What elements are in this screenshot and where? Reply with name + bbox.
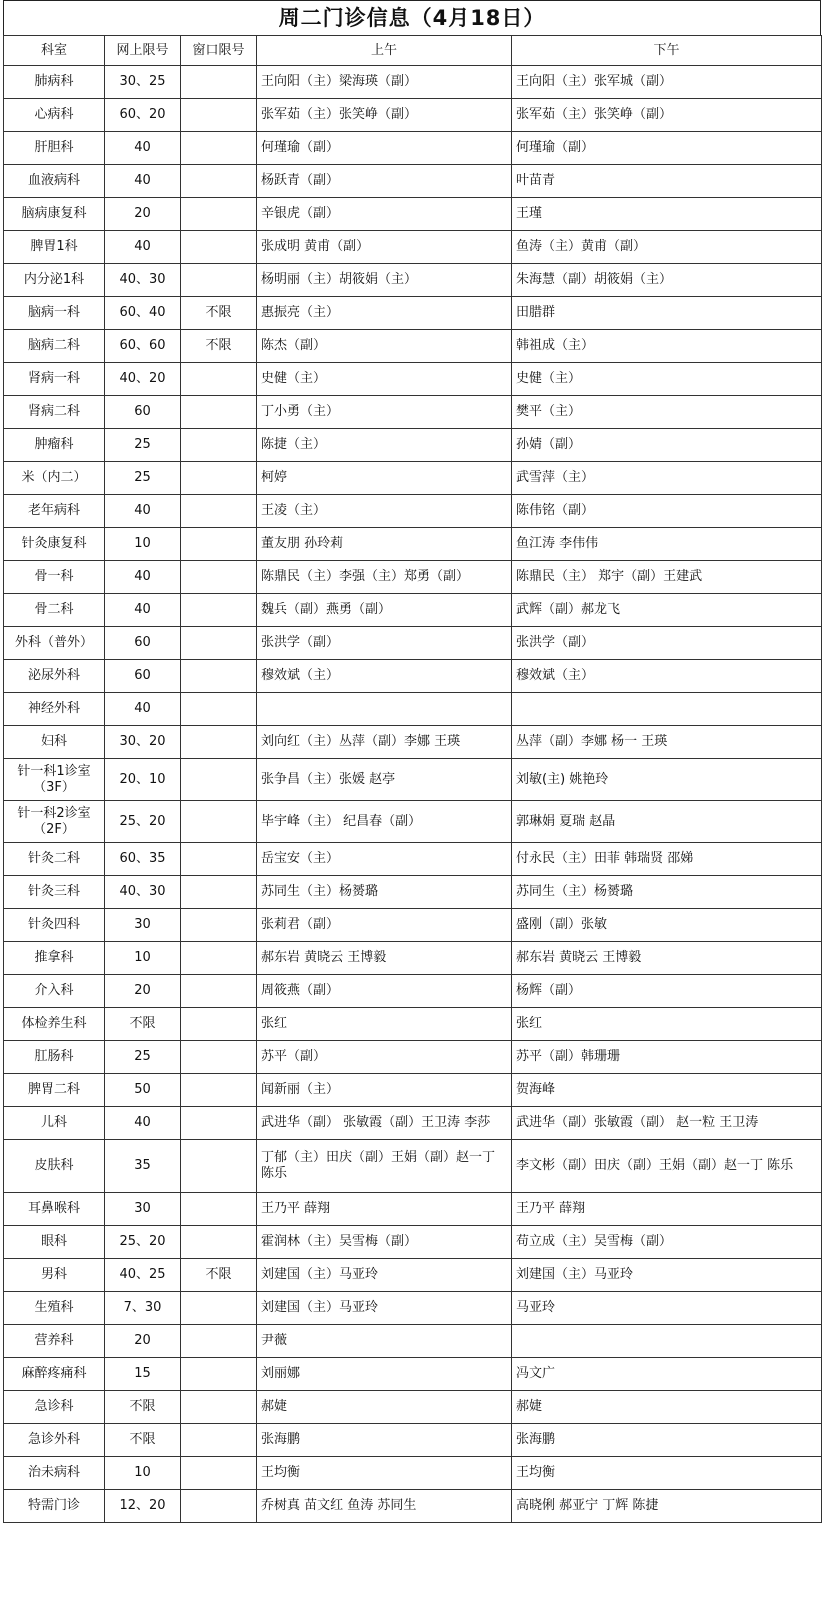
cell-morning: 岳宝安（主） <box>257 843 512 876</box>
cell-online-limit: 30、20 <box>105 726 181 759</box>
cell-online-limit: 50 <box>105 1074 181 1107</box>
cell-department: 介入科 <box>4 975 105 1008</box>
cell-online-limit: 40、25 <box>105 1259 181 1292</box>
cell-online-limit: 30 <box>105 1193 181 1226</box>
cell-online-limit: 40 <box>105 165 181 198</box>
cell-morning: 王向阳（主）梁海瑛（副） <box>257 66 512 99</box>
cell-afternoon: 史健（主） <box>512 363 822 396</box>
table-row <box>4 1490 822 1523</box>
cell-afternoon: 陈鼎民（主） 郑宇（副）王建武 <box>512 561 822 594</box>
table-row <box>4 462 822 495</box>
cell-afternoon: 李文彬（副）田庆（副）王娟（副）赵一丁 陈乐 <box>512 1140 822 1193</box>
header-online-limit: 网上限号 <box>105 36 181 66</box>
cell-afternoon: 杨辉（副） <box>512 975 822 1008</box>
table-row <box>4 876 822 909</box>
cell-afternoon: 马亚玲 <box>512 1292 822 1325</box>
cell-afternoon: 盛刚（副）张敏 <box>512 909 822 942</box>
cell-online-limit: 60、20 <box>105 99 181 132</box>
cell-online-limit: 60、60 <box>105 330 181 363</box>
cell-window-limit <box>181 561 257 594</box>
cell-morning: 刘丽娜 <box>257 1358 512 1391</box>
cell-afternoon: 郝东岩 黄晓云 王博毅 <box>512 942 822 975</box>
cell-window-limit <box>181 66 257 99</box>
cell-online-limit: 40、20 <box>105 363 181 396</box>
cell-afternoon: 丛萍（副）李娜 杨一 王瑛 <box>512 726 822 759</box>
cell-morning: 尹薇 <box>257 1325 512 1358</box>
table-row <box>4 1041 822 1074</box>
cell-morning: 霍润林（主）吴雪梅（副） <box>257 1226 512 1259</box>
cell-morning: 张成明 黄甫（副） <box>257 231 512 264</box>
cell-department: 脑病二科 <box>4 330 105 363</box>
cell-window-limit <box>181 462 257 495</box>
cell-online-limit: 不限 <box>105 1424 181 1457</box>
cell-afternoon: 刘敏(主) 姚艳玲 <box>512 759 822 801</box>
table-row <box>4 1457 822 1490</box>
cell-online-limit: 25 <box>105 429 181 462</box>
cell-morning: 苏平（副） <box>257 1041 512 1074</box>
table-row <box>4 1074 822 1107</box>
cell-afternoon: 刘建国（主）马亚玲 <box>512 1259 822 1292</box>
cell-window-limit <box>181 801 257 843</box>
cell-window-limit <box>181 1424 257 1457</box>
cell-afternoon: 鱼涛（主）黄甫（副） <box>512 231 822 264</box>
cell-window-limit <box>181 1457 257 1490</box>
table-row <box>4 561 822 594</box>
cell-online-limit: 30 <box>105 909 181 942</box>
cell-department: 神经外科 <box>4 693 105 726</box>
cell-morning: 乔树真 苗文红 鱼涛 苏同生 <box>257 1490 512 1523</box>
table-row <box>4 1259 822 1292</box>
cell-morning: 何瑾瑜（副） <box>257 132 512 165</box>
cell-department: 营养科 <box>4 1325 105 1358</box>
table-row <box>4 1424 822 1457</box>
cell-afternoon: 王瑾 <box>512 198 822 231</box>
cell-department: 针灸二科 <box>4 843 105 876</box>
cell-online-limit: 25 <box>105 1041 181 1074</box>
cell-morning: 刘向红（主）丛萍（副）李娜 王瑛 <box>257 726 512 759</box>
cell-department: 骨一科 <box>4 561 105 594</box>
cell-morning: 张莉君（副） <box>257 909 512 942</box>
table-row <box>4 759 822 801</box>
table-row <box>4 975 822 1008</box>
cell-window-limit <box>181 198 257 231</box>
cell-department: 针一科1诊室（3F） <box>4 759 105 801</box>
table-row <box>4 627 822 660</box>
cell-online-limit: 40 <box>105 693 181 726</box>
cell-department: 肛肠科 <box>4 1041 105 1074</box>
cell-department: 体检养生科 <box>4 1008 105 1041</box>
cell-morning: 张海鹏 <box>257 1424 512 1457</box>
cell-department: 针灸三科 <box>4 876 105 909</box>
cell-afternoon: 贺海峰 <box>512 1074 822 1107</box>
cell-afternoon: 何瑾瑜（副） <box>512 132 822 165</box>
table-row <box>4 843 822 876</box>
cell-department: 急诊科 <box>4 1391 105 1424</box>
cell-online-limit: 10 <box>105 942 181 975</box>
table-row <box>4 1358 822 1391</box>
cell-window-limit <box>181 165 257 198</box>
cell-afternoon: 苏平（副）韩珊珊 <box>512 1041 822 1074</box>
cell-online-limit: 25、20 <box>105 1226 181 1259</box>
clinic-schedule-table <box>3 35 822 1523</box>
cell-window-limit <box>181 231 257 264</box>
cell-window-limit <box>181 1490 257 1523</box>
cell-morning: 陈鼎民（主）李强（主）郑勇（副） <box>257 561 512 594</box>
cell-window-limit <box>181 1193 257 1226</box>
cell-window-limit <box>181 264 257 297</box>
cell-department: 血液病科 <box>4 165 105 198</box>
table-row <box>4 693 822 726</box>
cell-afternoon: 陈伟铭（副） <box>512 495 822 528</box>
cell-department: 麻醉疼痛科 <box>4 1358 105 1391</box>
cell-morning <box>257 693 512 726</box>
cell-department: 推拿科 <box>4 942 105 975</box>
cell-window-limit <box>181 528 257 561</box>
cell-afternoon: 高晓俐 郝亚宁 丁辉 陈捷 <box>512 1490 822 1523</box>
cell-morning: 刘建国（主）马亚玲 <box>257 1292 512 1325</box>
cell-afternoon: 张洪学（副） <box>512 627 822 660</box>
cell-window-limit <box>181 909 257 942</box>
table-row <box>4 99 822 132</box>
cell-department: 心病科 <box>4 99 105 132</box>
cell-morning: 陈捷（主） <box>257 429 512 462</box>
table-row <box>4 594 822 627</box>
cell-morning: 刘建国（主）马亚玲 <box>257 1259 512 1292</box>
cell-morning: 丁郁（主）田庆（副）王娟（副）赵一丁 陈乐 <box>257 1140 512 1193</box>
cell-department: 内分泌1科 <box>4 264 105 297</box>
cell-department: 针灸康复科 <box>4 528 105 561</box>
cell-afternoon: 张军茹（主）张笑峥（副） <box>512 99 822 132</box>
table-row <box>4 165 822 198</box>
cell-morning: 周筱燕（副） <box>257 975 512 1008</box>
cell-afternoon: 鱼江涛 李伟伟 <box>512 528 822 561</box>
table-row <box>4 1140 822 1193</box>
cell-window-limit <box>181 99 257 132</box>
cell-online-limit: 25 <box>105 462 181 495</box>
cell-afternoon: 武进华（副）张敏霞（副） 赵一粒 王卫涛 <box>512 1107 822 1140</box>
cell-morning: 王均衡 <box>257 1457 512 1490</box>
cell-afternoon: 郝婕 <box>512 1391 822 1424</box>
table-row <box>4 801 822 843</box>
cell-department: 肝胆科 <box>4 132 105 165</box>
cell-afternoon: 郭琳娟 夏瑞 赵晶 <box>512 801 822 843</box>
cell-window-limit <box>181 942 257 975</box>
table-row <box>4 66 822 99</box>
cell-department: 生殖科 <box>4 1292 105 1325</box>
table-row <box>4 429 822 462</box>
page-title: 周二门诊信息（4月18日） <box>3 0 821 35</box>
cell-morning: 苏同生（主）杨赟璐 <box>257 876 512 909</box>
cell-morning: 杨明丽（主）胡筱娟（主） <box>257 264 512 297</box>
cell-department: 米（内二） <box>4 462 105 495</box>
cell-department: 脑病一科 <box>4 297 105 330</box>
header-morning: 上午 <box>257 36 512 66</box>
cell-window-limit <box>181 975 257 1008</box>
cell-window-limit <box>181 726 257 759</box>
cell-morning: 杨跃青（副） <box>257 165 512 198</box>
cell-window-limit <box>181 363 257 396</box>
cell-window-limit <box>181 1325 257 1358</box>
cell-department: 皮肤科 <box>4 1140 105 1193</box>
cell-online-limit: 40 <box>105 1107 181 1140</box>
cell-department: 泌尿外科 <box>4 660 105 693</box>
cell-window-limit <box>181 1041 257 1074</box>
cell-department: 男科 <box>4 1259 105 1292</box>
cell-online-limit: 不限 <box>105 1008 181 1041</box>
cell-afternoon: 樊平（主） <box>512 396 822 429</box>
cell-morning: 武进华（副） 张敏霞（副）王卫涛 李莎 <box>257 1107 512 1140</box>
cell-morning: 魏兵（副）燕勇（副） <box>257 594 512 627</box>
cell-online-limit: 10 <box>105 528 181 561</box>
cell-afternoon: 武辉（副）郝龙飞 <box>512 594 822 627</box>
cell-department: 脑病康复科 <box>4 198 105 231</box>
cell-online-limit: 60 <box>105 627 181 660</box>
cell-morning: 毕宇峰（主） 纪昌春（副） <box>257 801 512 843</box>
cell-morning: 张洪学（副） <box>257 627 512 660</box>
cell-window-limit <box>181 1074 257 1107</box>
cell-online-limit: 40、30 <box>105 264 181 297</box>
cell-window-limit <box>181 1226 257 1259</box>
cell-window-limit <box>181 1292 257 1325</box>
cell-afternoon: 韩祖成（主） <box>512 330 822 363</box>
cell-morning: 王乃平 薛翔 <box>257 1193 512 1226</box>
cell-morning: 张争昌（主）张媛 赵亭 <box>257 759 512 801</box>
cell-online-limit: 15 <box>105 1358 181 1391</box>
cell-afternoon: 王均衡 <box>512 1457 822 1490</box>
table-body <box>4 66 822 1523</box>
cell-morning: 王凌（主） <box>257 495 512 528</box>
cell-online-limit: 35 <box>105 1140 181 1193</box>
cell-department: 骨二科 <box>4 594 105 627</box>
table-row <box>4 528 822 561</box>
cell-window-limit <box>181 396 257 429</box>
header-department: 科室 <box>4 36 105 66</box>
table-row <box>4 198 822 231</box>
cell-window-limit: 不限 <box>181 330 257 363</box>
cell-afternoon: 苏同生（主）杨赟璐 <box>512 876 822 909</box>
cell-morning: 张红 <box>257 1008 512 1041</box>
cell-online-limit: 20 <box>105 198 181 231</box>
cell-window-limit <box>181 495 257 528</box>
cell-window-limit: 不限 <box>181 1259 257 1292</box>
schedule-page <box>3 0 821 1523</box>
cell-window-limit <box>181 1391 257 1424</box>
table-row <box>4 231 822 264</box>
cell-afternoon: 叶苗青 <box>512 165 822 198</box>
cell-window-limit <box>181 693 257 726</box>
cell-afternoon <box>512 1325 822 1358</box>
cell-department: 脾胃二科 <box>4 1074 105 1107</box>
cell-morning: 史健（主） <box>257 363 512 396</box>
cell-window-limit <box>181 627 257 660</box>
cell-afternoon: 苟立成（主）吴雪梅（副） <box>512 1226 822 1259</box>
cell-department: 妇科 <box>4 726 105 759</box>
cell-department: 肾病一科 <box>4 363 105 396</box>
cell-department: 治未病科 <box>4 1457 105 1490</box>
cell-morning: 柯婷 <box>257 462 512 495</box>
table-row <box>4 909 822 942</box>
table-row <box>4 1325 822 1358</box>
cell-online-limit: 7、30 <box>105 1292 181 1325</box>
table-row <box>4 1391 822 1424</box>
cell-online-limit: 40 <box>105 495 181 528</box>
cell-window-limit <box>181 1008 257 1041</box>
cell-morning: 陈杰（副） <box>257 330 512 363</box>
cell-online-limit: 30、25 <box>105 66 181 99</box>
cell-online-limit: 60 <box>105 660 181 693</box>
cell-online-limit: 40 <box>105 594 181 627</box>
header-window-limit: 窗口限号 <box>181 36 257 66</box>
table-row <box>4 330 822 363</box>
cell-morning: 郝婕 <box>257 1391 512 1424</box>
table-row <box>4 1193 822 1226</box>
cell-department: 儿科 <box>4 1107 105 1140</box>
cell-online-limit: 20 <box>105 1325 181 1358</box>
cell-department: 眼科 <box>4 1226 105 1259</box>
table-row <box>4 363 822 396</box>
cell-online-limit: 40、30 <box>105 876 181 909</box>
cell-window-limit <box>181 132 257 165</box>
table-row <box>4 660 822 693</box>
cell-afternoon: 田腊群 <box>512 297 822 330</box>
cell-morning: 董友朋 孙玲莉 <box>257 528 512 561</box>
cell-window-limit <box>181 1358 257 1391</box>
cell-afternoon: 武雪萍（主） <box>512 462 822 495</box>
cell-morning: 辛银虎（副） <box>257 198 512 231</box>
table-row <box>4 942 822 975</box>
cell-window-limit <box>181 1140 257 1193</box>
cell-department: 肿瘤科 <box>4 429 105 462</box>
cell-window-limit <box>181 660 257 693</box>
cell-department: 针一科2诊室（2F） <box>4 801 105 843</box>
cell-morning: 惠振亮（主） <box>257 297 512 330</box>
cell-department: 外科（普外） <box>4 627 105 660</box>
cell-department: 特需门诊 <box>4 1490 105 1523</box>
cell-online-limit: 12、20 <box>105 1490 181 1523</box>
cell-window-limit <box>181 843 257 876</box>
cell-window-limit <box>181 594 257 627</box>
cell-online-limit: 10 <box>105 1457 181 1490</box>
cell-online-limit: 40 <box>105 231 181 264</box>
cell-afternoon: 王乃平 薛翔 <box>512 1193 822 1226</box>
table-row <box>4 264 822 297</box>
table-row <box>4 297 822 330</box>
cell-window-limit <box>181 429 257 462</box>
cell-online-limit: 60、40 <box>105 297 181 330</box>
cell-online-limit: 不限 <box>105 1391 181 1424</box>
cell-online-limit: 20 <box>105 975 181 1008</box>
cell-department: 肺病科 <box>4 66 105 99</box>
cell-department: 脾胃1科 <box>4 231 105 264</box>
table-row <box>4 1008 822 1041</box>
cell-window-limit <box>181 1107 257 1140</box>
table-row <box>4 1292 822 1325</box>
cell-online-limit: 60 <box>105 396 181 429</box>
cell-afternoon <box>512 693 822 726</box>
cell-online-limit: 40 <box>105 561 181 594</box>
cell-department: 急诊外科 <box>4 1424 105 1457</box>
cell-morning: 闻新丽（主） <box>257 1074 512 1107</box>
cell-department: 老年病科 <box>4 495 105 528</box>
cell-window-limit: 不限 <box>181 297 257 330</box>
cell-department: 针灸四科 <box>4 909 105 942</box>
table-row <box>4 495 822 528</box>
cell-online-limit: 25、20 <box>105 801 181 843</box>
cell-afternoon: 冯文广 <box>512 1358 822 1391</box>
cell-department: 肾病二科 <box>4 396 105 429</box>
cell-online-limit: 20、10 <box>105 759 181 801</box>
table-row <box>4 726 822 759</box>
cell-morning: 张军茹（主）张笑峥（副） <box>257 99 512 132</box>
table-row <box>4 132 822 165</box>
cell-afternoon: 朱海慧（副）胡筱娟（主） <box>512 264 822 297</box>
cell-morning: 穆效斌（主） <box>257 660 512 693</box>
cell-afternoon: 付永民（主）田菲 韩瑞贤 邵娣 <box>512 843 822 876</box>
table-header-row <box>4 36 822 66</box>
cell-morning: 郝东岩 黄晓云 王博毅 <box>257 942 512 975</box>
cell-online-limit: 60、35 <box>105 843 181 876</box>
table-row <box>4 396 822 429</box>
cell-afternoon: 孙婧（副） <box>512 429 822 462</box>
cell-afternoon: 王向阳（主）张军城（副） <box>512 66 822 99</box>
table-row <box>4 1107 822 1140</box>
cell-afternoon: 张红 <box>512 1008 822 1041</box>
cell-window-limit <box>181 759 257 801</box>
cell-afternoon: 张海鹏 <box>512 1424 822 1457</box>
cell-afternoon: 穆效斌（主） <box>512 660 822 693</box>
header-afternoon: 下午 <box>512 36 822 66</box>
cell-morning: 丁小勇（主） <box>257 396 512 429</box>
cell-online-limit: 40 <box>105 132 181 165</box>
cell-department: 耳鼻喉科 <box>4 1193 105 1226</box>
cell-window-limit <box>181 876 257 909</box>
table-row <box>4 1226 822 1259</box>
